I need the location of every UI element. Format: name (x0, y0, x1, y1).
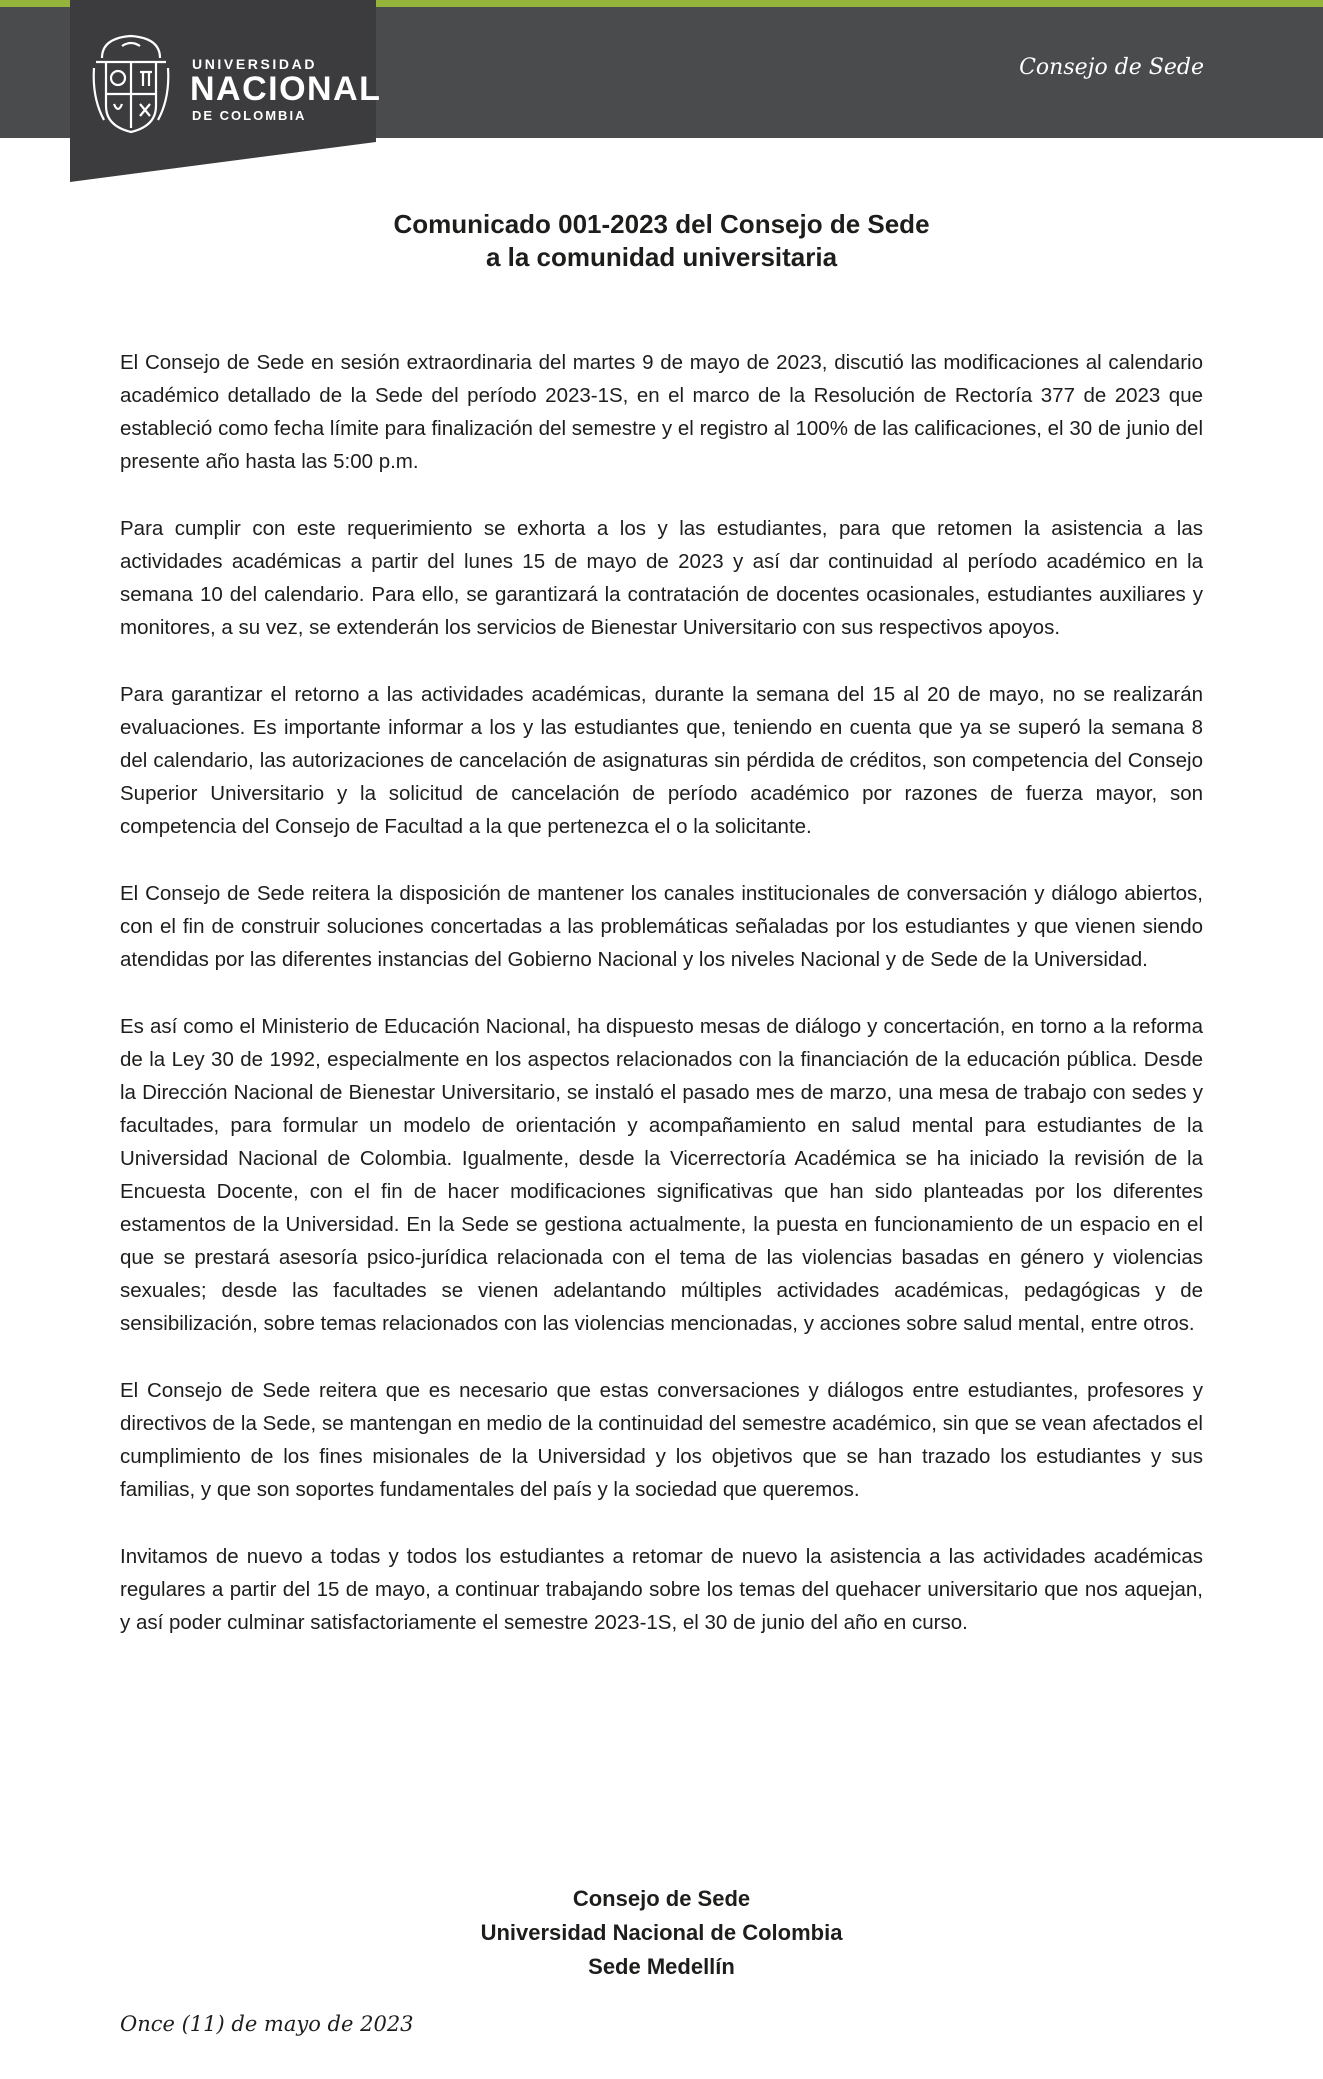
logo-text-universidad: UNIVERSIDAD (192, 56, 318, 72)
paragraph: Es así como el Ministerio de Educación Nacional, ha dispuesto mesas de diálogo y concertación, en torno a la reforma de la Ley 30 de 1992, especialmente en los aspectos relacionados con la financiación de la educación pública. Desde la Dirección Nacional de Bienestar Universitario, se instaló el pasado mes de marzo, una mesa de trabajo con sedes y facultades, para formular un modelo de orientación y acompañamiento en salud mental para estudiantes de la Universidad Nacional de Colombia. Igualmente, desde la Vicerrectoría Académica se ha iniciado la revisión de la Encuesta Docente, con el fin de hacer modificaciones significativas que han sido planteadas por los diferentes estamentos de la Universidad. En la Sede se gestiona actualmente, la puesta en funcionamiento de un espacio en el que se prestará asesoría psico-jurídica relacionada con el tema de las violencias basadas en género y violencias sexuales; desde las facultades se vienen adelantando múltiples actividades académicas, pedagógicas y de sensibilización, sobre temas relacionados con las violencias mencionadas, y acciones sobre salud mental, entre otros. (120, 1015, 1203, 1335)
document-date: Once (11) de mayo de 2023 (120, 2012, 414, 2036)
signature-block (120, 1882, 1203, 1984)
logo-text-nacional: NACIONAL (190, 70, 382, 108)
university-crest-icon (92, 28, 170, 138)
paragraph: Para cumplir con este requerimiento se exhorta a los y las estudiantes, para que retomen la asistencia a las actividades académicas a partir del lunes 15 de mayo de 2023 y así dar continuidad al período académico en la semana 10 del calendario. Para ello, se garantizará la contratación de docentes ocasionales, estudiantes auxiliares y monitores, a su vez, se extenderán los servicios de Bienestar Universitario con sus respectivos apoyos. (120, 517, 1203, 639)
logo-text-de-colombia: DE COLOMBIA (192, 108, 307, 123)
signature-line-1: Consejo de Sede (572, 1886, 751, 1911)
title-line-2: a la comunidad universitaria (485, 242, 838, 272)
paragraph: Invitamos de nuevo a todas y todos los estudiantes a retomar de nuevo la asistencia a las actividades académicas regulares a partir del 15 de mayo, a continuar trabajando sobre los temas del quehacer universitario que nos aquejan, y así poder culminar satisfactoriamente el semestre 2023-1S, el 30 de junio del año en curso. (120, 1545, 1203, 1634)
paragraph: El Consejo de Sede reitera la disposición de mantener los canales institucionales de conversación y diálogo abiertos, con el fin de construir soluciones concertadas a las problemáticas señaladas por los estudiantes y que vienen siendo atendidas por las diferentes instancias del Gobierno Nacional y los niveles Nacional y de Sede de la Universidad. (120, 882, 1203, 971)
signature-line-2: Universidad Nacional de Colombia (480, 1920, 843, 1945)
paragraph: El Consejo de Sede reitera que es necesario que estas conversaciones y diálogos entre estudiantes, profesores y directivos de la Sede, se mantengan en medio de la continuidad del semestre académico, sin que se vean afectados el cumplimiento de los fines misionales de la Universidad y los objetivos que se han trazado los estudiantes y sus familias, y que son soportes fundamentales del país y la sociedad que queremos. (120, 1379, 1203, 1501)
signature-line-3: Sede Medellín (588, 1954, 735, 1979)
paragraph: El Consejo de Sede en sesión extraordinaria del martes 9 de mayo de 2023, discutió las modificaciones al calendario académico detallado de la Sede del período 2023-1S, en el marco de la Resolución de Rectoría 377 de 2023 que estableció como fecha límite para finalización del semestre y el registro al 100% de las calificaciones, el 30 de junio del presente año hasta las 5:00 p.m. (120, 351, 1203, 473)
paragraph: Para garantizar el retorno a las actividades académicas, durante la semana del 15 al 20 de mayo, no se realizarán evaluaciones. Es importante informar a los y las estudiantes que, teniendo en cuenta que ya se superó la semana 8 del calendario, las autorizaciones de cancelación de asignaturas sin pérdida de créditos, son competencia del Consejo Superior Universitario y la solicitud de cancelación de período académico por razones de fuerza mayor, son competencia del Consejo de Facultad a la que pertenezca el o la solicitante. (120, 683, 1203, 838)
section-label: Consejo de Sede (1019, 55, 1204, 80)
document-body (120, 346, 1203, 1673)
document-title (120, 208, 1203, 274)
title-line-1: Comunicado 001-2023 del Consejo de Sede (393, 209, 930, 239)
